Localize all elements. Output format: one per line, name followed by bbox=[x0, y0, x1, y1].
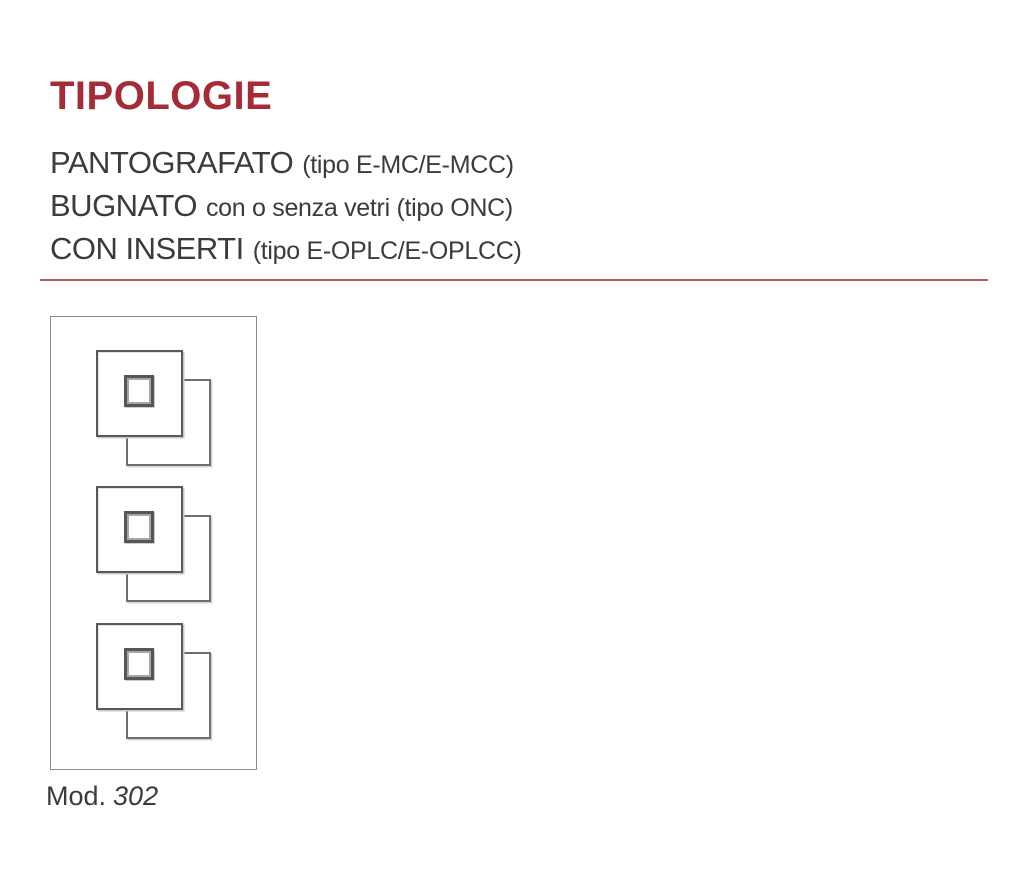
typology-name: BUGNATO bbox=[50, 188, 197, 223]
inner-square bbox=[124, 375, 154, 407]
section-divider-rule bbox=[40, 279, 988, 281]
panel-motif bbox=[96, 350, 214, 468]
door-panel bbox=[50, 316, 257, 770]
typology-name: CON INSERTI bbox=[50, 231, 244, 266]
panel-motif bbox=[96, 486, 214, 604]
panel-motif bbox=[96, 623, 214, 741]
typology-detail: (tipo E-MC/E-MCC) bbox=[302, 151, 514, 179]
typology-line bbox=[50, 144, 750, 187]
typology-detail: (tipo E-OPLC/E-OPLCC) bbox=[252, 237, 522, 265]
model-caption bbox=[46, 780, 158, 812]
typology-list bbox=[50, 144, 750, 273]
raised-square bbox=[96, 350, 183, 437]
page-title: TIPOLOGIE bbox=[50, 74, 273, 118]
inner-square bbox=[124, 511, 154, 543]
model-label: Mod. bbox=[46, 781, 107, 811]
inner-square bbox=[124, 648, 154, 680]
typology-detail: con o senza vetri (tipo ONC) bbox=[205, 194, 513, 222]
typology-line bbox=[50, 187, 750, 230]
typology-line bbox=[50, 230, 750, 273]
model-number: 302 bbox=[113, 781, 159, 811]
raised-square bbox=[96, 623, 183, 710]
typology-name: PANTOGRAFATO bbox=[50, 145, 294, 180]
raised-square bbox=[96, 486, 183, 573]
